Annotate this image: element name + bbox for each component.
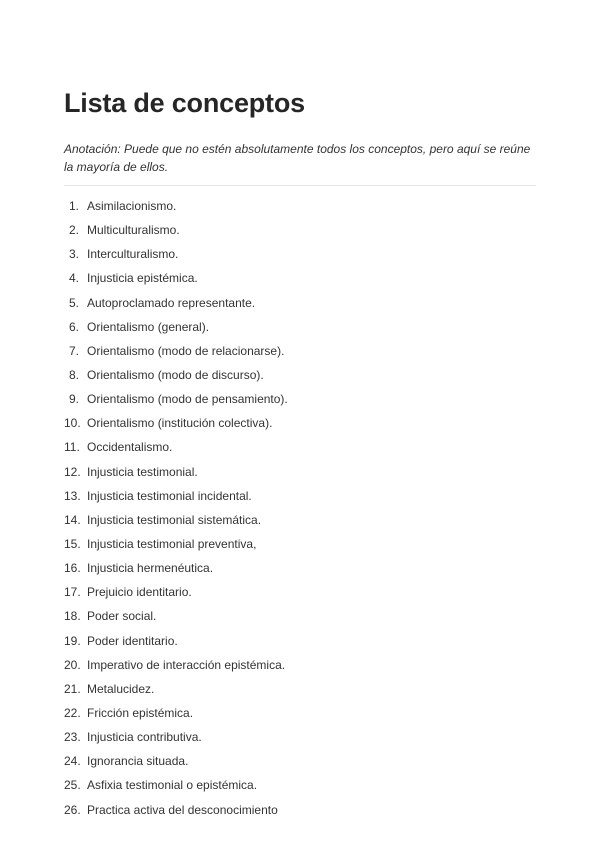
list-item-number: 17. xyxy=(64,585,81,600)
list-item xyxy=(64,508,536,532)
list-item-text: Prejuicio identitario. xyxy=(87,585,192,600)
list-item xyxy=(64,749,536,773)
list-item xyxy=(64,556,536,580)
list-item-number: 25. xyxy=(64,778,81,793)
list-item-number: 6. xyxy=(68,319,79,334)
list-item-number: 21. xyxy=(64,681,81,696)
list-item-number: 22. xyxy=(64,705,81,720)
list-item xyxy=(64,677,536,701)
list-item-text: Multiculturalismo. xyxy=(87,223,180,238)
list-item-number: 7. xyxy=(68,343,79,358)
list-item-text: Orientalismo (general). xyxy=(87,319,210,334)
list-item-text: Occidentalismo. xyxy=(87,440,173,455)
list-item-number: 1. xyxy=(68,199,79,213)
page-title: Lista de conceptos xyxy=(64,88,305,118)
list-item xyxy=(64,339,536,363)
list-item xyxy=(64,484,536,508)
list-item-number: 23. xyxy=(64,730,81,745)
list-item-number: 11. xyxy=(64,440,80,455)
list-item-text: Autoproclamado representante. xyxy=(87,295,256,310)
list-item-text: Injusticia testimonial incidental. xyxy=(87,488,252,503)
list-item xyxy=(64,725,536,749)
list-item xyxy=(64,291,536,315)
list-item-number: 8. xyxy=(68,367,79,382)
list-item-text: Interculturalismo. xyxy=(87,247,179,262)
list-item-number: 12. xyxy=(64,464,81,479)
list-item-text: Injusticia testimonial. xyxy=(87,464,198,479)
list-item xyxy=(64,387,536,411)
list-item-number: 2. xyxy=(68,223,79,238)
list-item-number: 18. xyxy=(64,609,81,624)
list-item-text: Poder identitario. xyxy=(87,633,178,648)
list-item-number: 15. xyxy=(64,536,81,551)
list-item-number: 26. xyxy=(64,802,81,817)
list-item-text: Injusticia hermenéutica. xyxy=(87,561,214,576)
list-item xyxy=(64,218,536,242)
list-item-number: 20. xyxy=(64,657,81,672)
list-item xyxy=(64,242,536,266)
list-item xyxy=(64,604,536,628)
list-item xyxy=(64,580,536,604)
list-item-number: 9. xyxy=(68,392,79,407)
list-item-text: Orientalismo (modo de discurso). xyxy=(87,367,264,382)
list-item xyxy=(64,266,536,290)
list-item-number: 24. xyxy=(64,754,81,769)
list-item-text: Orientalismo (modo de pensamiento). xyxy=(87,392,288,407)
list-item-text: Injusticia testimonial sistemática. xyxy=(87,512,262,527)
list-item-number: 10. xyxy=(64,416,81,431)
list-item xyxy=(64,629,536,653)
list-item xyxy=(64,701,536,725)
list-item-number: 4. xyxy=(68,271,79,286)
list-item xyxy=(64,532,536,556)
list-item-text: Orientalismo (institución colectiva). xyxy=(87,416,273,431)
list-item xyxy=(64,653,536,677)
list-item-number: 16. xyxy=(64,561,81,576)
list-item-text: Injusticia testimonial preventiva, xyxy=(87,536,257,551)
concept-list xyxy=(64,194,536,822)
list-item-number: 3. xyxy=(68,247,79,262)
document-page xyxy=(64,86,536,822)
list-item-text: Ignorancia situada. xyxy=(87,754,189,769)
list-item xyxy=(64,460,536,484)
list-item-text: Asimilacionismo. xyxy=(87,199,177,213)
list-item xyxy=(64,363,536,387)
list-item-text: Poder social. xyxy=(87,609,157,624)
list-item xyxy=(64,435,536,459)
list-item-text: Metalucidez. xyxy=(87,681,155,696)
list-item-text: Orientalismo (modo de relacionarse). xyxy=(87,343,285,358)
list-item-text: Fricción epistémica. xyxy=(87,705,194,720)
list-item xyxy=(64,773,536,797)
list-item-text: Injusticia epistémica. xyxy=(87,271,198,286)
list-item-number: 13. xyxy=(64,488,81,503)
list-item-text: Practica activa del desconocimiento xyxy=(87,802,278,817)
list-item-text: Imperativo de interacción epistémica. xyxy=(87,657,286,672)
list-item-number: 14. xyxy=(64,512,81,527)
list-item xyxy=(64,315,536,339)
annotation-note: Anotación: Puede que no estén absolutamente todos los conceptos, pero aquí se reúne la mayoría de ellos. xyxy=(64,140,536,186)
list-item-text: Injusticia contributiva. xyxy=(87,730,202,745)
list-item-text: Asfixia testimonial o epistémica. xyxy=(87,778,258,793)
list-item xyxy=(64,411,536,435)
list-item-number: 19. xyxy=(64,633,81,648)
list-item xyxy=(64,194,536,218)
list-item-number: 5. xyxy=(68,295,79,310)
list-item xyxy=(64,798,536,822)
